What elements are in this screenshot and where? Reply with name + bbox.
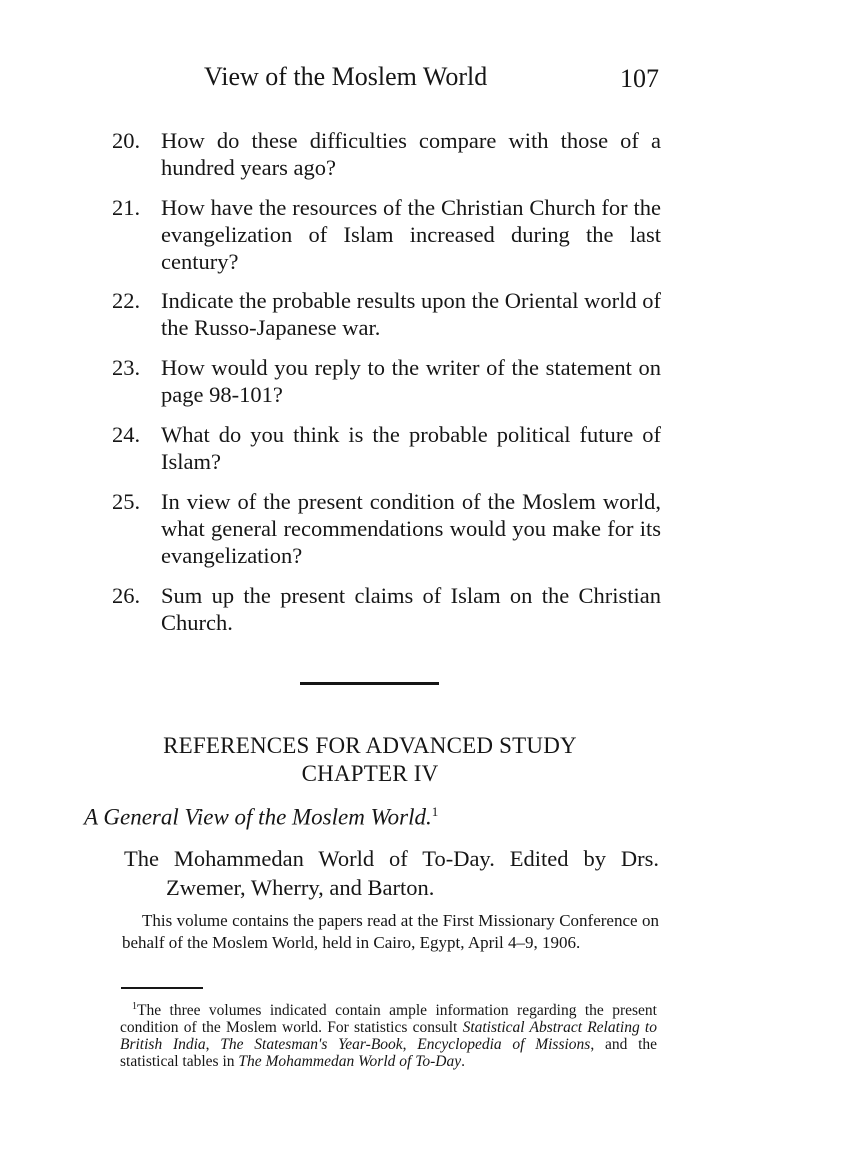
references-heading: REFERENCES FOR ADVANCED STUDY: [163, 733, 577, 758]
question-number: 25.: [112, 489, 141, 514]
question-number: 24.: [112, 422, 141, 447]
book-description: This volume contains the papers read at the First Missionary Conference on behalf of the Moslem World, held in Cairo, Egypt, April 4–9, 1906.: [122, 911, 659, 952]
question-item: [112, 582, 672, 636]
question-text: How do these difficulties compare with those of a hundred years ago?: [161, 128, 661, 180]
footnote-title: Statistical Abstract Relating to British India: [120, 1019, 657, 1054]
footnote-text: , and the statistical tables in: [120, 1036, 658, 1071]
question-number: 21.: [112, 195, 141, 220]
footnote-marker: 1: [431, 804, 439, 819]
page-number: 107: [620, 64, 659, 93]
question-item: [112, 194, 672, 275]
footnote-mark: 1: [132, 1001, 137, 1012]
footnote-rule: [121, 987, 203, 989]
question-text: How have the resources of the Christian Church for the evangelization of Islam increased during the last century?: [161, 195, 661, 274]
subheading-text: A General View of the Moslem World.: [84, 804, 432, 830]
question-number: 26.: [112, 583, 141, 608]
question-number: 20.: [112, 128, 141, 153]
question-number: 22.: [112, 288, 141, 313]
question-item: [112, 421, 672, 475]
question-text: How would you reply to the writer of the statement on page 98-101?: [161, 355, 661, 407]
question-text: What do you think is the probable political future of Islam?: [161, 422, 661, 474]
footnote-text: .: [461, 1053, 466, 1071]
footnote-title: The Statesman's Year-Book: [220, 1036, 403, 1054]
book-entry: The Mohammedan World of To-Day. Edited by Drs. Zwemer, Wherry, and Barton.: [124, 846, 659, 900]
footnote-title: Encyclopedia of Missions: [417, 1036, 591, 1054]
question-text: Sum up the present claims of Islam on the Christian Church.: [161, 583, 661, 635]
question-text: In view of the present condition of the Moslem world, what general recommendations would you make for its evangelization?: [161, 489, 661, 568]
section-divider: [300, 682, 439, 685]
question-item: [112, 127, 672, 181]
question-item: [112, 287, 672, 341]
question-item: [112, 488, 672, 569]
question-item: [112, 354, 672, 408]
chapter-heading: CHAPTER IV: [301, 761, 439, 786]
footnote: [120, 998, 657, 1070]
footnote-text: The three volumes indicated contain ample information regarding the present condition of the Moslem world. For statistics consult: [120, 1002, 657, 1037]
footnote-text: ,: [402, 1036, 418, 1054]
running-head: View of the Moslem World: [204, 62, 488, 91]
question-text: Indicate the probable results upon the Oriental world of the Russo-Japanese war.: [161, 288, 661, 340]
references-subheading: [84, 804, 438, 831]
footnote-title: The Mohammedan World of To-Day: [238, 1053, 462, 1071]
question-number: 23.: [112, 355, 141, 380]
footnote-text: ,: [205, 1036, 221, 1054]
